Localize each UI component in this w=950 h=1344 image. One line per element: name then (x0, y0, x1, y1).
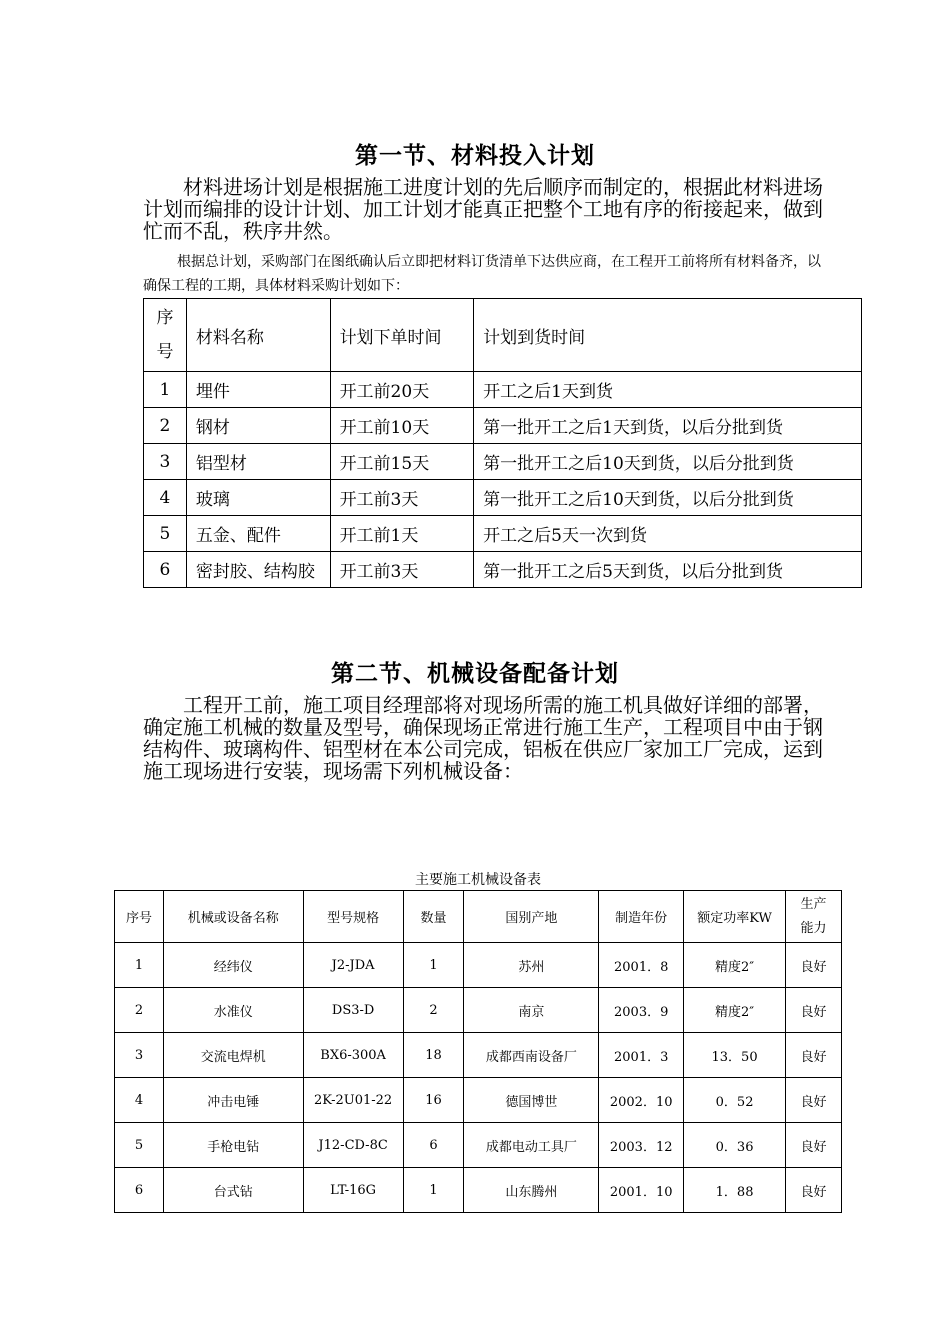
cell-index: 1 (115, 943, 164, 988)
header-index: 序 号 (144, 299, 187, 372)
cell-quantity: 2 (403, 988, 464, 1033)
cell-model: DS3-D (303, 988, 403, 1033)
cell-power: 0．36 (684, 1123, 786, 1168)
header-origin: 国别产地 (464, 891, 599, 943)
table-row (115, 1033, 842, 1078)
cell-model: 2K-2U01-22 (303, 1078, 403, 1123)
table-row (144, 372, 862, 408)
cell-capacity: 良好 (786, 1123, 842, 1168)
section2-paragraph1: 工程开工前，施工项目经理部将对现场所需的施工机具做好详细的部署，确定施工机械的数量及型号，确保现场正常进行施工生产，工程项目中由于钢结构件、玻璃构件、铝型材在本公司完成，铝板在供应厂家加工厂完成，运到施工现场进行安装，现场需下列机械设备： (143, 693, 823, 783)
cell-order-time: 开工前15天 (330, 444, 474, 480)
cell-capacity: 良好 (786, 1033, 842, 1078)
section2-title: 第二节、机械设备配备计划 (331, 661, 619, 687)
cell-order-time: 开工前3天 (330, 552, 474, 588)
cell-order-time: 开工前1天 (330, 516, 474, 552)
cell-year: 2001．8 (599, 943, 684, 988)
cell-capacity: 良好 (786, 943, 842, 988)
cell-quantity: 16 (403, 1078, 464, 1123)
cell-material-name: 钢材 (186, 408, 330, 444)
cell-model: J12-CD-8C (303, 1123, 403, 1168)
table-row (115, 1168, 842, 1213)
section1-paragraph2: 根据总计划，采购部门在图纸确认后立即把材料订货清单下达供应商，在工程开工前将所有材料备齐，以确保工程的工期，具体材料采购计划如下： (143, 254, 821, 294)
table-row (115, 988, 842, 1033)
equipment-table-caption: 主要施工机械设备表 (415, 872, 541, 888)
cell-arrival-time: 开工之后5天一次到货 (474, 516, 862, 552)
header-capacity: 生产 能力 (786, 891, 842, 943)
cell-equipment-name: 经纬仪 (163, 943, 303, 988)
section1-title: 第一节、材料投入计划 (355, 143, 595, 169)
cell-year: 2003．9 (599, 988, 684, 1033)
table-row (144, 516, 862, 552)
cell-quantity: 6 (403, 1123, 464, 1168)
cell-index: 3 (115, 1033, 164, 1078)
table-row (144, 444, 862, 480)
cell-equipment-name: 水准仪 (163, 988, 303, 1033)
cell-capacity: 良好 (786, 988, 842, 1033)
cell-origin: 山东腾州 (464, 1168, 599, 1213)
cell-year: 2002．10 (599, 1078, 684, 1123)
cell-index: 4 (144, 480, 187, 516)
table-row (144, 552, 862, 588)
cell-capacity: 良好 (786, 1168, 842, 1213)
cell-origin: 成都电动工具厂 (464, 1123, 599, 1168)
cell-arrival-time: 第一批开工之后5天到货，以后分批到货 (474, 552, 862, 588)
cell-arrival-time: 开工之后1天到货 (474, 372, 862, 408)
table-row (144, 408, 862, 444)
materials-plan-table (143, 298, 862, 588)
cell-origin: 南京 (464, 988, 599, 1033)
cell-power: 精度2″ (684, 943, 786, 988)
cell-index: 6 (144, 552, 187, 588)
header-equipment-name: 机械或设备名称 (163, 891, 303, 943)
cell-year: 2003．12 (599, 1123, 684, 1168)
cell-equipment-name: 台式钻 (163, 1168, 303, 1213)
cell-order-time: 开工前3天 (330, 480, 474, 516)
cell-index: 1 (144, 372, 187, 408)
header-model: 型号规格 (303, 891, 403, 943)
cell-power: 0．52 (684, 1078, 786, 1123)
cell-origin: 苏州 (464, 943, 599, 988)
cell-quantity: 1 (403, 943, 464, 988)
header-index: 序号 (115, 891, 164, 943)
section1-paragraph1: 材料进场计划是根据施工进度计划的先后顺序而制定的，根据此材料进场计划而编排的设计计划、加工计划才能真正把整个工地有序的衔接起来，做到忙而不乱，秩序井然。 (143, 175, 823, 243)
table-row (144, 480, 862, 516)
cell-quantity: 18 (403, 1033, 464, 1078)
cell-material-name: 密封胶、结构胶 (186, 552, 330, 588)
cell-index: 2 (144, 408, 187, 444)
table-row (115, 1123, 842, 1168)
header-arrival-time: 计划到货时间 (474, 299, 862, 372)
table-header-row (115, 891, 842, 943)
cell-index: 6 (115, 1168, 164, 1213)
cell-power: 1．88 (684, 1168, 786, 1213)
cell-material-name: 五金、配件 (186, 516, 330, 552)
cell-power: 13．50 (684, 1033, 786, 1078)
cell-equipment-name: 交流电焊机 (163, 1033, 303, 1078)
cell-index: 3 (144, 444, 187, 480)
cell-material-name: 埋件 (186, 372, 330, 408)
cell-arrival-time: 第一批开工之后1天到货，以后分批到货 (474, 408, 862, 444)
equipment-table (114, 890, 842, 1213)
cell-capacity: 良好 (786, 1078, 842, 1123)
cell-year: 2001．3 (599, 1033, 684, 1078)
cell-power: 精度2″ (684, 988, 786, 1033)
header-order-time: 计划下单时间 (330, 299, 474, 372)
table-row (115, 1078, 842, 1123)
cell-index: 5 (115, 1123, 164, 1168)
cell-arrival-time: 第一批开工之后10天到货，以后分批到货 (474, 480, 862, 516)
header-quantity: 数量 (403, 891, 464, 943)
cell-equipment-name: 冲击电锤 (163, 1078, 303, 1123)
header-year: 制造年份 (599, 891, 684, 943)
cell-quantity: 1 (403, 1168, 464, 1213)
cell-year: 2001．10 (599, 1168, 684, 1213)
cell-origin: 成都西南设备厂 (464, 1033, 599, 1078)
cell-model: BX6-300A (303, 1033, 403, 1078)
cell-arrival-time: 第一批开工之后10天到货，以后分批到货 (474, 444, 862, 480)
cell-material-name: 玻璃 (186, 480, 330, 516)
cell-order-time: 开工前20天 (330, 372, 474, 408)
header-power: 额定功率KW (684, 891, 786, 943)
cell-model: J2-JDA (303, 943, 403, 988)
cell-model: LT-16G (303, 1168, 403, 1213)
header-material-name: 材料名称 (186, 299, 330, 372)
cell-index: 2 (115, 988, 164, 1033)
cell-index: 4 (115, 1078, 164, 1123)
cell-order-time: 开工前10天 (330, 408, 474, 444)
cell-material-name: 铝型材 (186, 444, 330, 480)
table-row (115, 943, 842, 988)
cell-origin: 德国博世 (464, 1078, 599, 1123)
table-header-row (144, 299, 862, 372)
cell-index: 5 (144, 516, 187, 552)
cell-equipment-name: 手枪电钻 (163, 1123, 303, 1168)
